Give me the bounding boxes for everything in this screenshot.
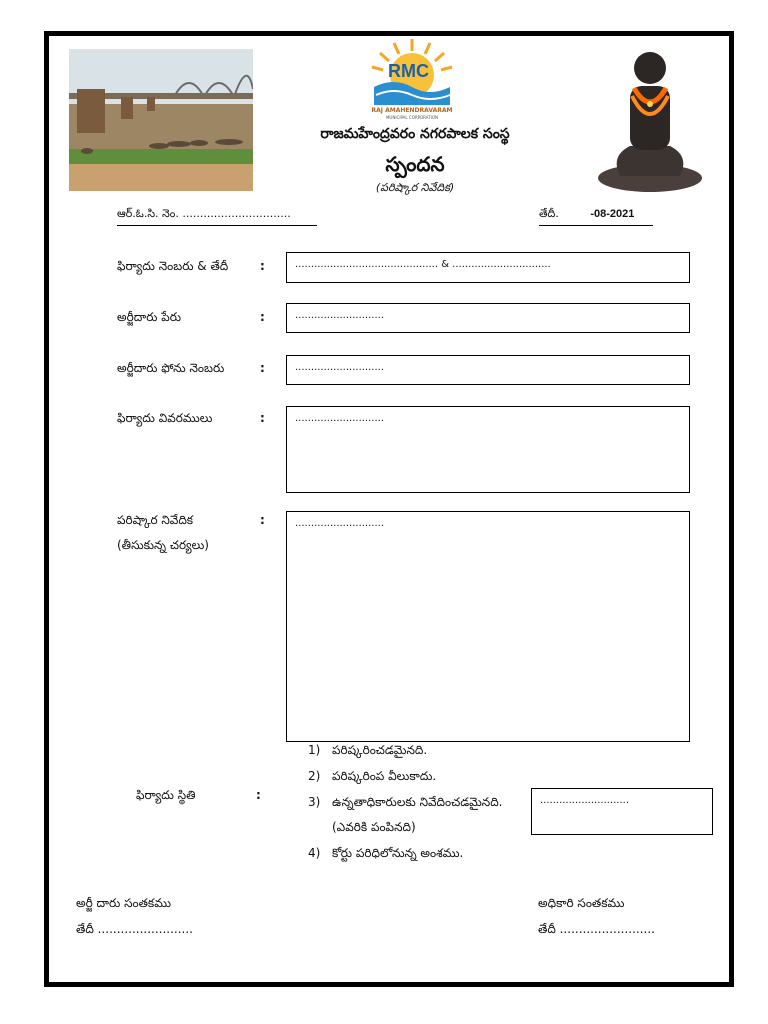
phone-label: అర్జీదారు ఫోను నెంబరు xyxy=(117,361,225,375)
status-option-1-num: 1) xyxy=(308,743,321,757)
status-option-2[interactable] xyxy=(308,769,436,786)
complaint-number-colon: : xyxy=(260,259,265,273)
deity-image xyxy=(590,46,710,196)
logo-subtext: RAJ AMAHENDRAVARAM xyxy=(371,107,453,114)
details-colon: : xyxy=(260,411,265,425)
status-option-4-num: 4) xyxy=(308,846,321,860)
officer-signature-label: అధికారి సంతకము xyxy=(538,896,625,910)
forwarded-to-field[interactable] xyxy=(531,788,713,835)
date-value: -08-2021 xyxy=(590,208,635,220)
applicant-name-colon: : xyxy=(260,310,265,324)
applicant-name-value: ............................ xyxy=(295,310,385,321)
applicant-name-field[interactable] xyxy=(286,303,690,333)
complaint-number-value: ............................................. & ............................... xyxy=(295,259,551,270)
rmc-logo xyxy=(366,35,458,127)
date-label: తేదీ. xyxy=(539,207,559,220)
details-label: ఫిర్యాదు వివరములు xyxy=(117,411,213,425)
status-option-4[interactable] xyxy=(308,846,463,863)
ref-number: ఆర్.ఓ.సి. నెం. ............................... xyxy=(117,207,317,226)
phone-field[interactable] xyxy=(286,355,690,385)
status-option-3-note-text: (ఎవరికి పంపినది) xyxy=(332,820,416,834)
status-label: ఫిర్యాదు స్థితి xyxy=(136,788,196,802)
status-option-3-text: ఉన్నతాధికారులకు నివేదించడమైనది. xyxy=(332,795,503,809)
bridge-photo-image xyxy=(69,49,253,191)
applicant-name-label: అర్జీదారు పేరు xyxy=(117,310,182,324)
applicant-signature-label: అర్జీ దారు సంతకము xyxy=(76,896,172,910)
complaint-number-label: ఫిర్యాదు నెంబరు & తేదీ xyxy=(117,259,229,273)
status-option-1[interactable] xyxy=(308,743,427,760)
details-value: ............................ xyxy=(295,413,385,424)
org-name: రాజమహేంద్రవరం నగరపాలక సంస్థ xyxy=(320,126,510,142)
status-option-3-num: 3) xyxy=(308,795,321,809)
resolution-field[interactable] xyxy=(286,511,690,742)
resolution-colon: : xyxy=(260,513,265,527)
complaint-number-field[interactable] xyxy=(286,252,690,283)
date-field xyxy=(539,207,653,226)
deity-photo xyxy=(590,46,710,196)
status-option-2-num: 2) xyxy=(308,769,321,783)
status-option-2-text: పరిష్కరింప వీలుకాదు. xyxy=(332,769,437,783)
form-subtitle: (పరిష్కార నివేదిక) xyxy=(375,181,455,194)
resolution-label-2: (తీసుకున్న చర్యలు) xyxy=(117,538,209,552)
resolution-value: ............................ xyxy=(295,518,385,529)
status-option-1-text: పరిష్కరించడమైనది. xyxy=(332,743,428,757)
phone-value: ............................ xyxy=(295,362,385,373)
resolution-label: పరిష్కార నివేదిక xyxy=(117,513,194,527)
phone-colon: : xyxy=(260,361,265,375)
status-option-3[interactable] xyxy=(308,795,502,812)
details-field[interactable] xyxy=(286,406,690,493)
logo-subtext-2: MUNICIPAL CORPORATION xyxy=(385,115,438,120)
status-option-3-note xyxy=(308,820,416,837)
officer-signature-date: తేదీ ......................... xyxy=(538,922,655,936)
status-option-4-text: కోర్టు పరిధిలోనున్న అంశము. xyxy=(332,846,464,860)
logo-text: RMC xyxy=(388,61,429,81)
status-colon: : xyxy=(256,788,261,802)
form-title: స్పందన xyxy=(385,152,445,176)
bridge-photo xyxy=(69,49,253,191)
forwarded-to-value: ............................ xyxy=(540,795,630,806)
applicant-signature-date: తేదీ ......................... xyxy=(76,922,193,936)
